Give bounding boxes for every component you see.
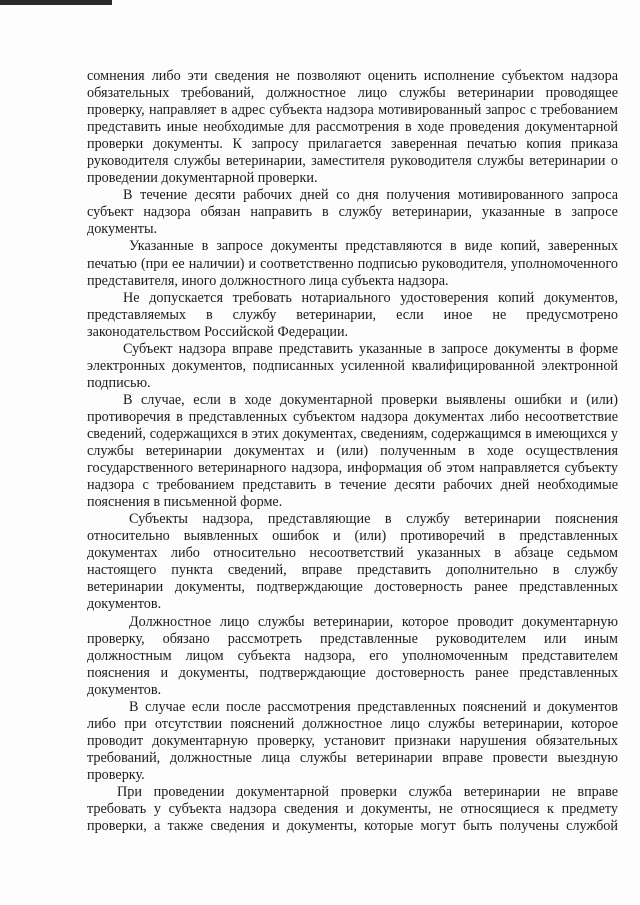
- paragraph-1: сомнения либо эти сведения не позволяют оценить исполнение субъектом надзора обязательных требований, должностное лицо службы ветеринарии проводящее проверку, направляет в адрес субъекта надзора мотивированный запрос с требованием представить иные необходимые для рассмотрения в ходе проведения документарной проверки документы. К запросу прилагается заверенная печатью копия приказа руководителя службы ветеринарии, заместителя руководителя службы ветеринарии о проведении документарной проверки.: [87, 68, 618, 187]
- paragraph-8: Должностное лицо службы ветеринарии, которое проводит документарную проверку, обязано рассмотреть представленные руководителем или иным должностным лицом субъекта надзора, его уполномоченным представителем пояснения и документы, подтверждающие достоверность ранее представленных документов.: [87, 613, 618, 698]
- paragraph-3: Указанные в запросе документы представляются в виде копий, заверенных печатью (при ее наличии) и соответственно подписью руководителя, уполномоченного представителя, иного должностного лица субъекта надзора.: [87, 238, 618, 289]
- paragraph-7: Субъекты надзора, представляющие в службу ветеринарии пояснения относительно выявленных ошибок и (или) противоречий в представленных документах либо относительно несоответствий указанных в абзаце седьмом настоящего пункта сведений, вправе представить дополнительно в службу ветеринарии документы, подтверждающие достоверность ранее представленных документов.: [87, 511, 618, 613]
- paragraph-6: В случае, если в ходе документарной проверки выявлены ошибки и (или) противоречия в представленных субъектом надзора документах либо несоответствие сведений, содержащихся в этих документах, сведениям, содержащимся в имеющихся у службы ветеринарии документах и (или) полученным в ходе осуществления государственного ветеринарного надзора, информация об этом направляется субъекту надзора с требованием представить в течение десяти рабочих дней необходимые пояснения в письменной форме.: [87, 391, 618, 511]
- paragraph-2: В течение десяти рабочих дней со дня получения мотивированного запроса субъект надзора обязан направить в службу ветеринарии, указанные в запросе документы.: [87, 187, 618, 238]
- scan-edge-mark: [0, 0, 112, 5]
- document-body: [87, 68, 618, 835]
- paragraph-10: При проведении документарной проверки служба ветеринарии не вправе требовать у субъекта надзора сведения и документы, не относящиеся к предмету проверки, а также сведения и документы, которые могут быть получены службой: [87, 783, 618, 835]
- paragraph-9: В случае если после рассмотрения представленных пояснений и документов либо при отсутствии пояснений должностное лицо службы ветеринарии, которое проводит документарную проверку, установит признаки нарушения обязательных требований, должностные лица службы ветеринарии вправе провести выездную проверку.: [87, 698, 618, 783]
- paragraph-5: Субъект надзора вправе представить указанные в запросе документы в форме электронных документов, подписанных усиленной квалифицированной электронной подписью.: [87, 340, 618, 391]
- paragraph-4: Не допускается требовать нотариального удостоверения копий документов, представляемых в службу ветеринарии, если иное не предусмотрено законодательством Российской Федерации.: [87, 289, 618, 340]
